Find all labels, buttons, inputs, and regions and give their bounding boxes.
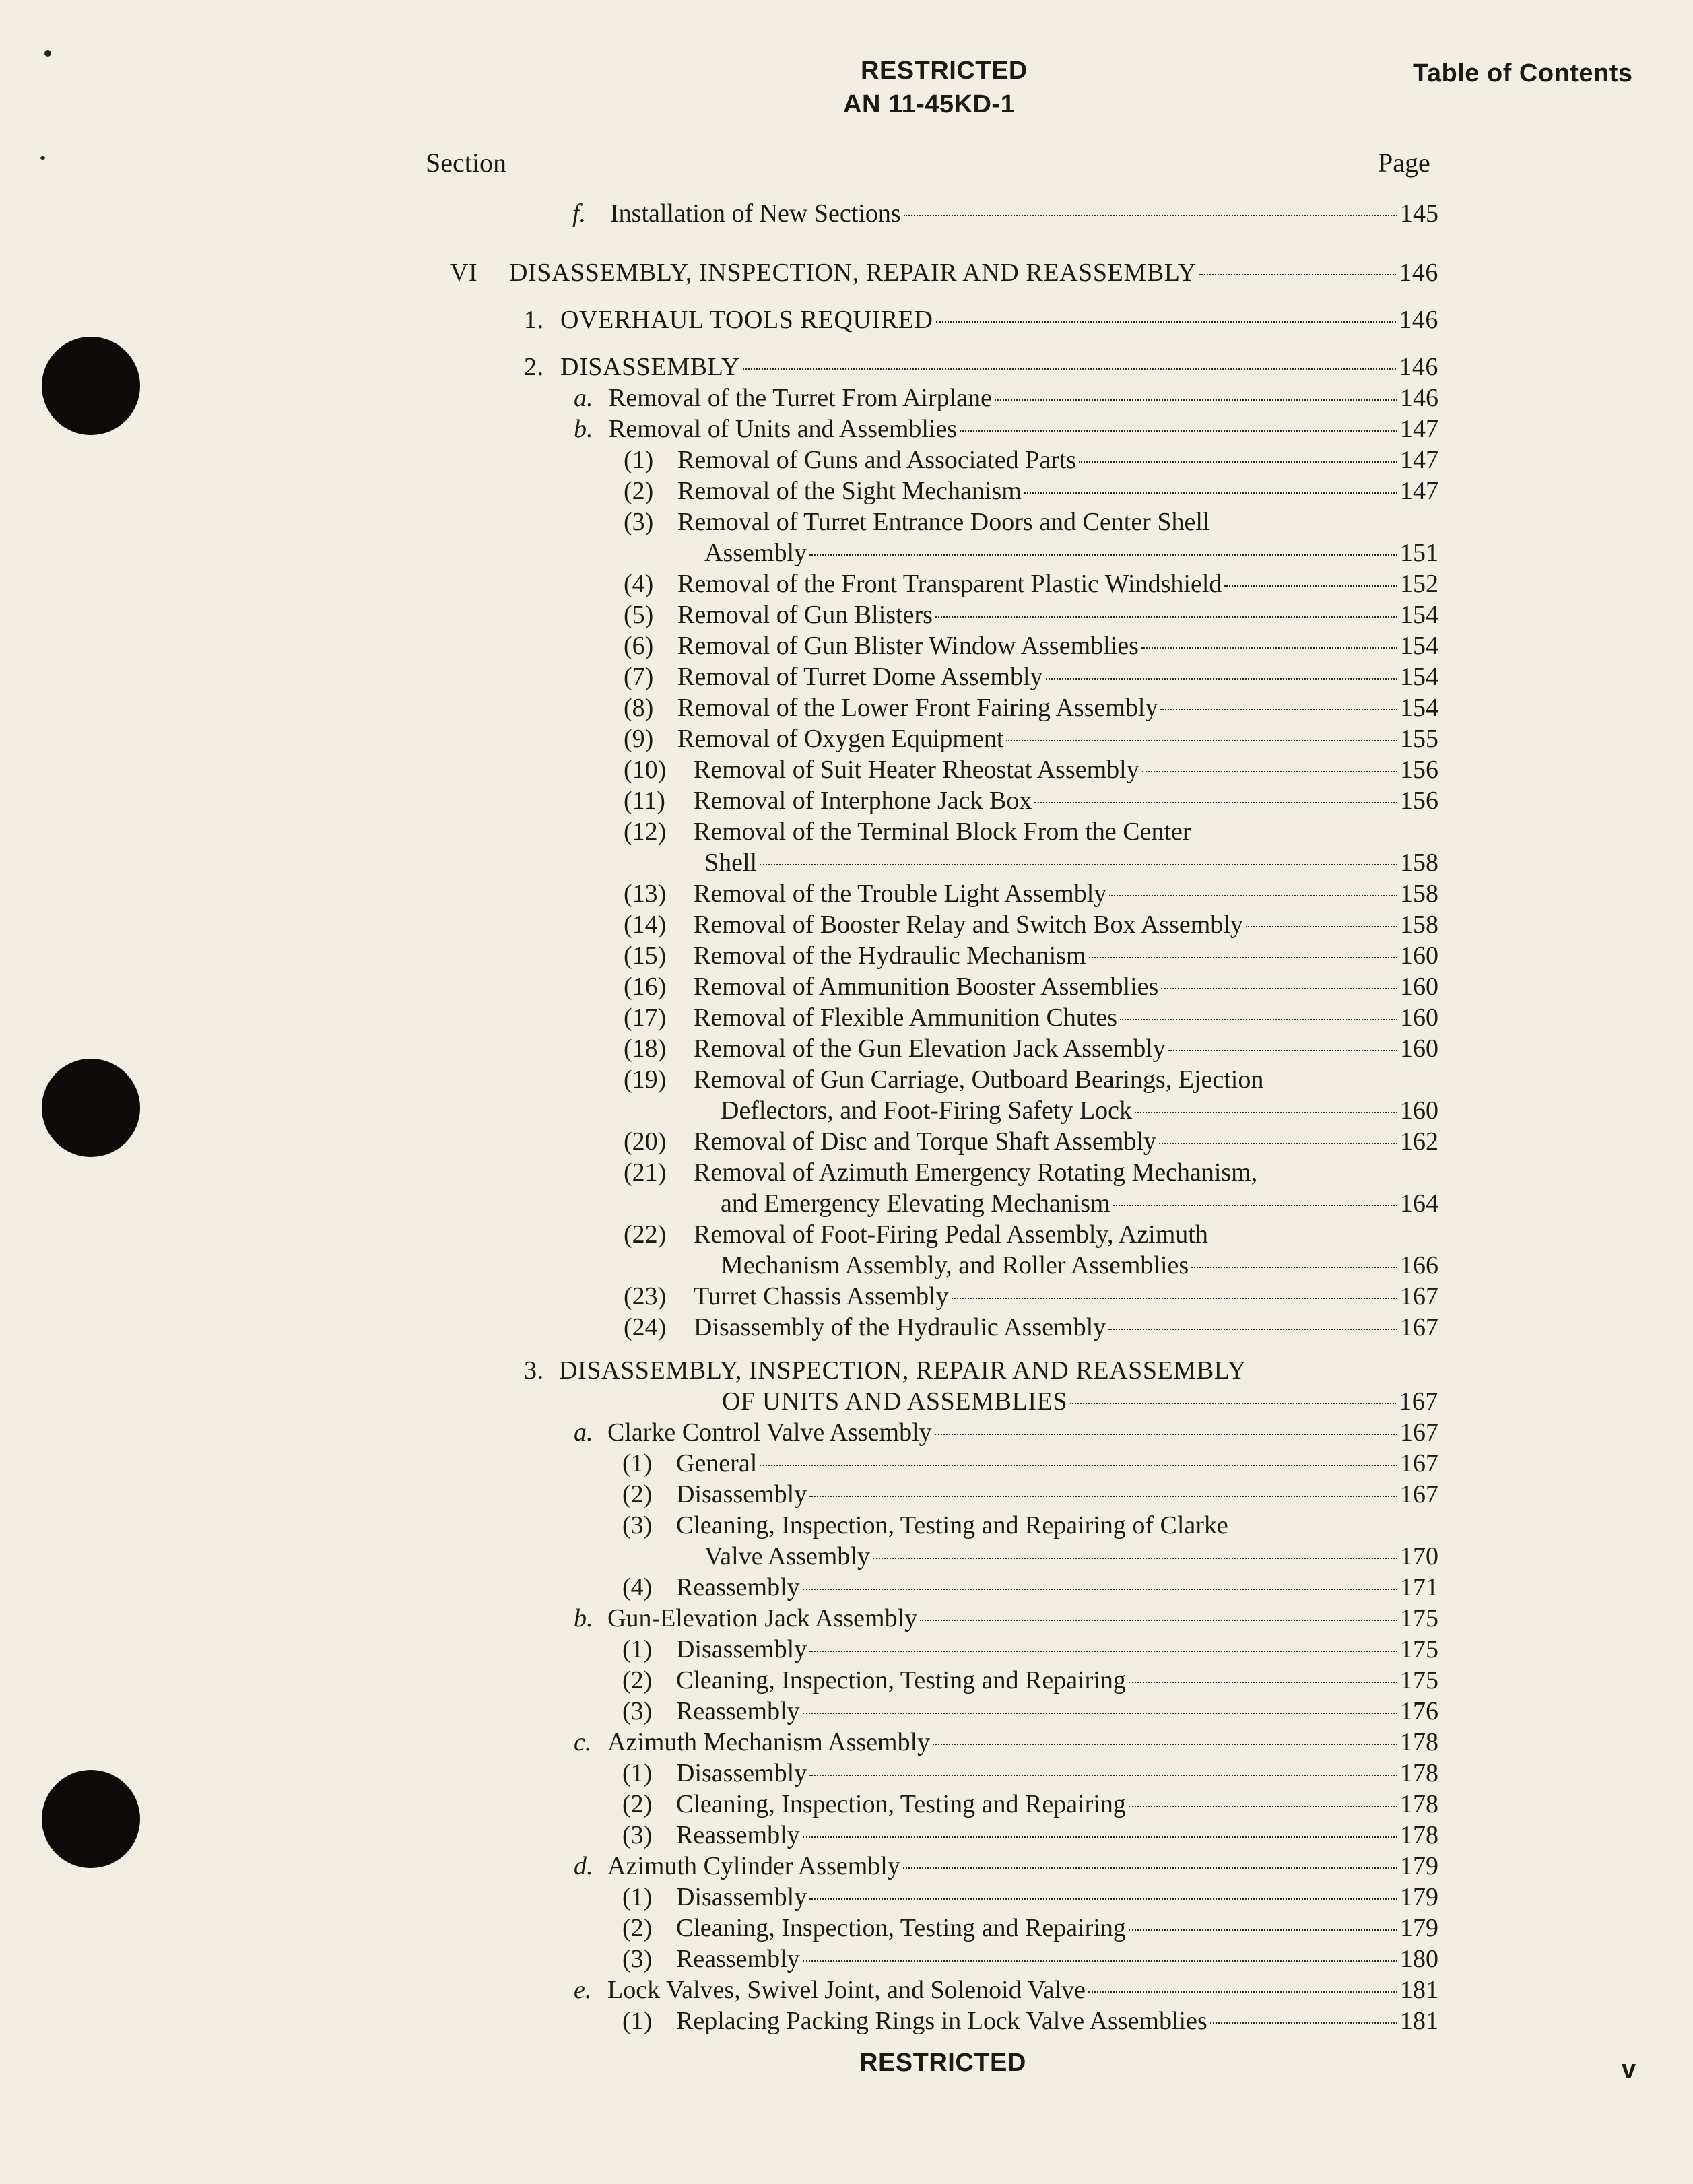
toc-entry [622, 1696, 1438, 1727]
entry-number: b. [574, 415, 593, 443]
entry-text: Azimuth Mechanism Assembly [607, 1728, 931, 1756]
entry-page: 146 [1400, 384, 1438, 412]
dot-leader [760, 863, 1397, 865]
entry-number: (3) [624, 508, 654, 536]
entry-text: Disassembly of the Hydraulic Assembly [694, 1313, 1106, 1342]
dot-leader [1210, 2022, 1397, 2024]
entry-page: 152 [1400, 570, 1438, 598]
dot-leader [873, 1557, 1397, 1559]
entry-page: 147 [1400, 415, 1438, 443]
entry-page: 171 [1400, 1573, 1438, 1601]
entry-page: 146 [1399, 353, 1438, 381]
entry-number: 3. [524, 1356, 544, 1385]
entry-number: 2. [524, 353, 544, 381]
dot-leader [1113, 1204, 1397, 1206]
entry-text: Removal of Turret Dome Assembly [677, 663, 1043, 691]
toc-entry [624, 599, 1438, 630]
toc-entry [624, 1312, 1438, 1343]
toc-entry [574, 383, 1438, 413]
toc-entry [624, 475, 1438, 506]
dot-leader [1160, 708, 1397, 710]
entry-page: 170 [1400, 1542, 1438, 1570]
entry-number: (19) [624, 1065, 667, 1094]
entry-number: (8) [624, 694, 654, 722]
toc-entry [624, 878, 1438, 909]
entry-number: (1) [622, 1759, 653, 1787]
entry-text: Removal of Turret Entrance Doors and Center Shell [677, 508, 1210, 536]
entry-text: OVERHAUL TOOLS REQUIRED [560, 306, 933, 334]
toc-entry [574, 413, 1438, 444]
entry-page: 179 [1400, 1883, 1438, 1911]
entry-page: 181 [1400, 2007, 1438, 2035]
entry-text: Reassembly [676, 1821, 800, 1849]
entry-text: Cleaning, Inspection, Testing and Repairing [676, 1666, 1126, 1694]
dot-leader [1168, 1049, 1397, 1051]
dot-leader [1006, 739, 1397, 741]
toc-entry [524, 352, 1438, 383]
dot-leader [935, 1433, 1397, 1435]
entry-number: (10) [624, 756, 667, 784]
entry-page: 160 [1400, 941, 1438, 970]
entry-text: Azimuth Cylinder Assembly [607, 1852, 900, 1880]
entry-page: 158 [1400, 880, 1438, 908]
toc-entry [624, 785, 1438, 816]
dot-leader [1088, 1991, 1397, 1993]
entry-page: 181 [1400, 1976, 1438, 2004]
toc-entry [624, 754, 1438, 785]
entry-page: 145 [1400, 199, 1438, 228]
entry-page: 175 [1400, 1666, 1438, 1694]
entry-page: 156 [1400, 787, 1438, 815]
entry-number: d. [574, 1852, 593, 1880]
toc-entry [624, 1002, 1438, 1033]
entry-text-continued: Mechanism Assembly, and Roller Assemblies [721, 1251, 1189, 1280]
entry-number: (5) [624, 601, 654, 629]
footer-page-number: v [1622, 2055, 1636, 2084]
entry-number: (21) [624, 1158, 667, 1187]
footer-classification: RESTRICTED [859, 2049, 1026, 2077]
entry-text: Removal of Foot-Firing Pedal Assembly, Azimuth [694, 1220, 1208, 1249]
toc-entry [622, 1634, 1438, 1665]
entry-page: 167 [1399, 1387, 1438, 1416]
entry-page: 167 [1400, 1418, 1438, 1447]
toc-entry [574, 1603, 1438, 1634]
entry-page: 147 [1400, 477, 1438, 505]
toc-entry [622, 1789, 1438, 1820]
entry-number: (2) [622, 1480, 653, 1509]
binder-hole-bottom [42, 1770, 140, 1868]
entry-page: 160 [1400, 1003, 1438, 1032]
dot-leader [803, 1960, 1397, 1962]
toc-entry-line2 [722, 1386, 1438, 1417]
toc-entry-line2 [704, 1541, 1438, 1572]
entry-number: (2) [622, 1914, 653, 1942]
toc-entry [622, 1479, 1438, 1510]
entry-number: (13) [624, 880, 667, 908]
entry-text: Cleaning, Inspection, Testing and Repairing [676, 1914, 1126, 1942]
entry-text: Cleaning, Inspection, Testing and Repairing of Clarke [676, 1511, 1228, 1540]
dot-leader [904, 214, 1397, 216]
toc-entry [572, 198, 1438, 229]
entry-page: 146 [1399, 259, 1438, 287]
dot-leader [1224, 585, 1397, 587]
entry-number: (1) [624, 446, 654, 474]
dot-leader [1046, 677, 1397, 680]
entry-text: Removal of Gun Blister Window Assemblies [677, 632, 1139, 660]
entry-text: Removal of Oxygen Equipment [677, 725, 1004, 753]
entry-page: 156 [1400, 756, 1438, 784]
entry-number: (1) [622, 1635, 653, 1663]
entry-page: 178 [1400, 1821, 1438, 1849]
entry-page: 151 [1400, 539, 1438, 567]
entry-text: Removal of the Sight Mechanism [677, 477, 1022, 505]
entry-number: c. [574, 1728, 592, 1756]
toc-entry [624, 1281, 1438, 1312]
dot-leader [1070, 1402, 1396, 1404]
entry-text: Removal of Flexible Ammunition Chutes [694, 1003, 1118, 1032]
dot-leader [952, 1297, 1397, 1299]
entry-number: f. [572, 199, 587, 228]
toc-entry-line1 [624, 816, 1438, 847]
entry-number: (23) [624, 1282, 667, 1311]
entry-number: (12) [624, 818, 667, 846]
dot-leader [760, 1464, 1397, 1466]
entry-text: Removal of the Front Transparent Plastic Windshield [677, 570, 1222, 598]
toc-entry-line2 [721, 1095, 1438, 1126]
entry-page: 158 [1400, 849, 1438, 877]
toc-entry [450, 257, 1438, 288]
entry-page: 167 [1400, 1282, 1438, 1311]
entry-number: (14) [624, 911, 667, 939]
entry-text-continued: Deflectors, and Foot-Firing Safety Lock [721, 1096, 1133, 1125]
entry-number: (15) [624, 941, 667, 970]
column-header-section: Section [426, 147, 506, 178]
toc-entry [624, 661, 1438, 692]
entry-number: (2) [622, 1790, 653, 1818]
dot-leader [1024, 492, 1397, 494]
dot-leader [1142, 770, 1397, 772]
dot-leader [809, 554, 1397, 556]
dot-leader [1129, 1929, 1397, 1931]
dot-leader [803, 1712, 1397, 1714]
paper-speck [44, 50, 51, 57]
entry-page: 160 [1400, 1034, 1438, 1063]
entry-page: 178 [1400, 1790, 1438, 1818]
entry-number: a. [574, 384, 593, 412]
entry-text: Removal of Interphone Jack Box [694, 787, 1032, 815]
entry-number: (24) [624, 1313, 667, 1342]
dot-leader [1109, 894, 1397, 896]
paper-speck [40, 156, 45, 160]
toc-entry [622, 1820, 1438, 1851]
dot-leader [803, 1588, 1397, 1590]
entry-text: Disassembly [676, 1883, 807, 1911]
entry-number: (1) [622, 2007, 653, 2035]
header-page-label: Table of Contents [1413, 59, 1633, 88]
entry-text: DISASSEMBLY, INSPECTION, REPAIR AND REASSEMBLY [559, 1356, 1247, 1385]
entry-number: (6) [624, 632, 654, 660]
entry-page: 146 [1399, 306, 1438, 334]
entry-page: 179 [1400, 1914, 1438, 1942]
toc-entry-line2 [704, 847, 1438, 878]
header-doc-number: AN 11-45KD-1 [843, 90, 1016, 119]
dot-leader [809, 1650, 1397, 1652]
entry-text: Installation of New Sections [610, 199, 901, 228]
entry-text: DISASSEMBLY, INSPECTION, REPAIR AND REASSEMBLY [509, 259, 1197, 287]
entry-text: Turret Chassis Assembly [694, 1282, 949, 1311]
entry-number: 1. [524, 306, 544, 334]
dot-leader [920, 1619, 1397, 1621]
entry-text: Cleaning, Inspection, Testing and Repairing [676, 1790, 1126, 1818]
dot-leader [1089, 956, 1397, 958]
entry-text-continued: OF UNITS AND ASSEMBLIES [722, 1387, 1068, 1416]
entry-text: Reassembly [676, 1945, 800, 1973]
toc-entry-line2 [721, 1250, 1438, 1281]
dot-leader [1129, 1805, 1397, 1807]
entry-page: 166 [1400, 1251, 1438, 1280]
entry-page: 160 [1400, 1096, 1438, 1125]
toc-entry [574, 1417, 1438, 1448]
toc-entry-line1 [622, 1510, 1438, 1541]
entry-text: Reassembly [676, 1697, 800, 1725]
toc-entry [622, 1572, 1438, 1603]
entry-text: Disassembly [676, 1635, 807, 1663]
entry-number: (3) [622, 1697, 653, 1725]
toc-entry [574, 1851, 1438, 1882]
dot-leader [935, 616, 1397, 618]
entry-page: 175 [1400, 1604, 1438, 1632]
entry-text: Lock Valves, Swivel Joint, and Solenoid Valve [607, 1976, 1086, 2004]
toc-entry [574, 1975, 1438, 2006]
dot-leader [1161, 987, 1397, 989]
entry-number: (7) [624, 663, 654, 691]
entry-text: Disassembly [676, 1759, 807, 1787]
dot-leader [1141, 647, 1397, 649]
entry-text: Removal of the Turret From Airplane [609, 384, 992, 412]
toc-entry-line1 [624, 1157, 1438, 1188]
dot-leader [809, 1774, 1397, 1776]
entry-number: (11) [624, 787, 665, 815]
entry-number: (2) [624, 477, 654, 505]
toc-entry-line1 [624, 506, 1438, 537]
entry-page: 175 [1400, 1635, 1438, 1663]
entry-number: (3) [622, 1945, 653, 1973]
dot-leader [903, 1867, 1397, 1869]
entry-number: (3) [622, 1511, 653, 1540]
dot-leader [1079, 461, 1397, 463]
entry-number: (17) [624, 1003, 667, 1032]
entry-number: (4) [622, 1573, 653, 1601]
dot-leader [1191, 1266, 1397, 1268]
dot-leader [743, 368, 1396, 370]
entry-page: 178 [1400, 1728, 1438, 1756]
header-classification: RESTRICTED [861, 57, 1028, 85]
dot-leader [1159, 1142, 1397, 1144]
toc-entry-line1 [524, 1355, 1438, 1386]
entry-text: Disassembly [676, 1480, 807, 1509]
toc-entry [622, 1665, 1438, 1696]
entry-page: 158 [1400, 911, 1438, 939]
entry-page: 167 [1400, 1480, 1438, 1509]
entry-number: (4) [624, 570, 654, 598]
dot-leader [1135, 1111, 1397, 1113]
entry-number: (2) [622, 1666, 653, 1694]
entry-text: Removal of Azimuth Emergency Rotating Mechanism, [694, 1158, 1258, 1187]
entry-text: Removal of Disc and Torque Shaft Assembly [694, 1127, 1156, 1156]
toc-entry [624, 692, 1438, 723]
dot-leader [933, 1743, 1397, 1745]
toc-entry [624, 723, 1438, 754]
entry-text: Removal of Booster Relay and Switch Box Assembly [694, 911, 1243, 939]
toc-entry [624, 630, 1438, 661]
entry-text: Clarke Control Valve Assembly [607, 1418, 932, 1447]
entry-page: 164 [1400, 1189, 1438, 1218]
dot-leader [1108, 1328, 1397, 1330]
toc-entry [624, 444, 1438, 475]
entry-text: Removal of Gun Blisters [677, 601, 933, 629]
entry-page: 176 [1400, 1697, 1438, 1725]
toc-entry [574, 1727, 1438, 1758]
entry-text: Removal of Ammunition Booster Assemblies [694, 972, 1159, 1001]
dot-leader [809, 1495, 1397, 1497]
entry-text: Removal of Guns and Associated Parts [677, 446, 1077, 474]
toc-entry [622, 1882, 1438, 1913]
toc-entry-line2 [721, 1188, 1438, 1219]
entry-text: General [676, 1449, 758, 1478]
entry-text: Removal of the Hydraulic Mechanism [694, 941, 1086, 970]
toc-entry [524, 304, 1438, 335]
toc-entry [622, 1448, 1438, 1479]
entry-number: (22) [624, 1220, 667, 1249]
toc-entry [622, 1913, 1438, 1944]
entry-text: DISASSEMBLY [560, 353, 740, 381]
entry-text: Removal of the Trouble Light Assembly [694, 880, 1107, 908]
dot-leader [936, 321, 1397, 323]
dot-leader [1246, 925, 1397, 927]
entry-text: Replacing Packing Rings in Lock Valve Assemblies [676, 2007, 1207, 2035]
toc-entry [624, 568, 1438, 599]
entry-page: 180 [1400, 1945, 1438, 1973]
toc-entry [624, 909, 1438, 940]
dot-leader [1120, 1018, 1397, 1020]
entry-text-continued: and Emergency Elevating Mechanism [721, 1189, 1110, 1218]
entry-number: a. [574, 1418, 593, 1447]
entry-text: Removal of the Gun Elevation Jack Assembly [694, 1034, 1166, 1063]
entry-page: 154 [1400, 663, 1438, 691]
entry-page: 179 [1400, 1852, 1438, 1880]
entry-text-continued: Shell [704, 849, 758, 877]
dot-leader [809, 1898, 1397, 1900]
toc-entry-line1 [624, 1219, 1438, 1250]
entry-page: 167 [1400, 1313, 1438, 1342]
dot-leader [1199, 273, 1396, 275]
entry-number: (1) [622, 1449, 653, 1478]
entry-page: 154 [1400, 601, 1438, 629]
entry-number: (9) [624, 725, 654, 753]
dot-leader [1129, 1681, 1397, 1683]
dot-leader [803, 1836, 1397, 1838]
entry-text-continued: Valve Assembly [704, 1542, 870, 1570]
entry-page: 155 [1400, 725, 1438, 753]
toc-entry [624, 971, 1438, 1002]
entry-number: VI [450, 259, 478, 287]
binder-hole-top [42, 337, 140, 435]
entry-text: Removal of Suit Heater Rheostat Assembly [694, 756, 1139, 784]
entry-text: Removal of the Lower Front Fairing Assembly [677, 694, 1158, 722]
toc-entry [624, 1033, 1438, 1064]
entry-page: 154 [1400, 694, 1438, 722]
entry-text: Gun-Elevation Jack Assembly [607, 1604, 918, 1632]
toc-entry [624, 940, 1438, 971]
entry-number: (16) [624, 972, 667, 1001]
entry-page: 178 [1400, 1759, 1438, 1787]
toc-entry [624, 1126, 1438, 1157]
column-header-page: Page [1378, 147, 1430, 178]
entry-text: Removal of Units and Assemblies [609, 415, 958, 443]
dot-leader [995, 399, 1397, 401]
entry-page: 160 [1400, 972, 1438, 1001]
toc-entry-line1 [624, 1064, 1438, 1095]
entry-number: (18) [624, 1034, 667, 1063]
toc-entry [622, 1944, 1438, 1975]
binder-hole-middle [42, 1059, 140, 1157]
entry-page: 147 [1400, 446, 1438, 474]
entry-text-continued: Assembly [704, 539, 807, 567]
entry-text: Removal of Gun Carriage, Outboard Bearings, Ejection [694, 1065, 1264, 1094]
toc-entry [622, 1758, 1438, 1789]
entry-number: b. [574, 1604, 593, 1632]
dot-leader [1034, 801, 1397, 803]
entry-page: 167 [1400, 1449, 1438, 1478]
entry-number: (3) [622, 1821, 653, 1849]
entry-page: 162 [1400, 1127, 1438, 1156]
dot-leader [960, 430, 1397, 432]
entry-number: (1) [622, 1883, 653, 1911]
entry-text: Removal of the Terminal Block From the Center [694, 818, 1191, 846]
entry-number: (20) [624, 1127, 667, 1156]
toc-entry [622, 2006, 1438, 2037]
toc-entry-line2 [704, 537, 1438, 568]
entry-number: e. [574, 1976, 592, 2004]
entry-page: 154 [1400, 632, 1438, 660]
entry-text: Reassembly [676, 1573, 800, 1601]
